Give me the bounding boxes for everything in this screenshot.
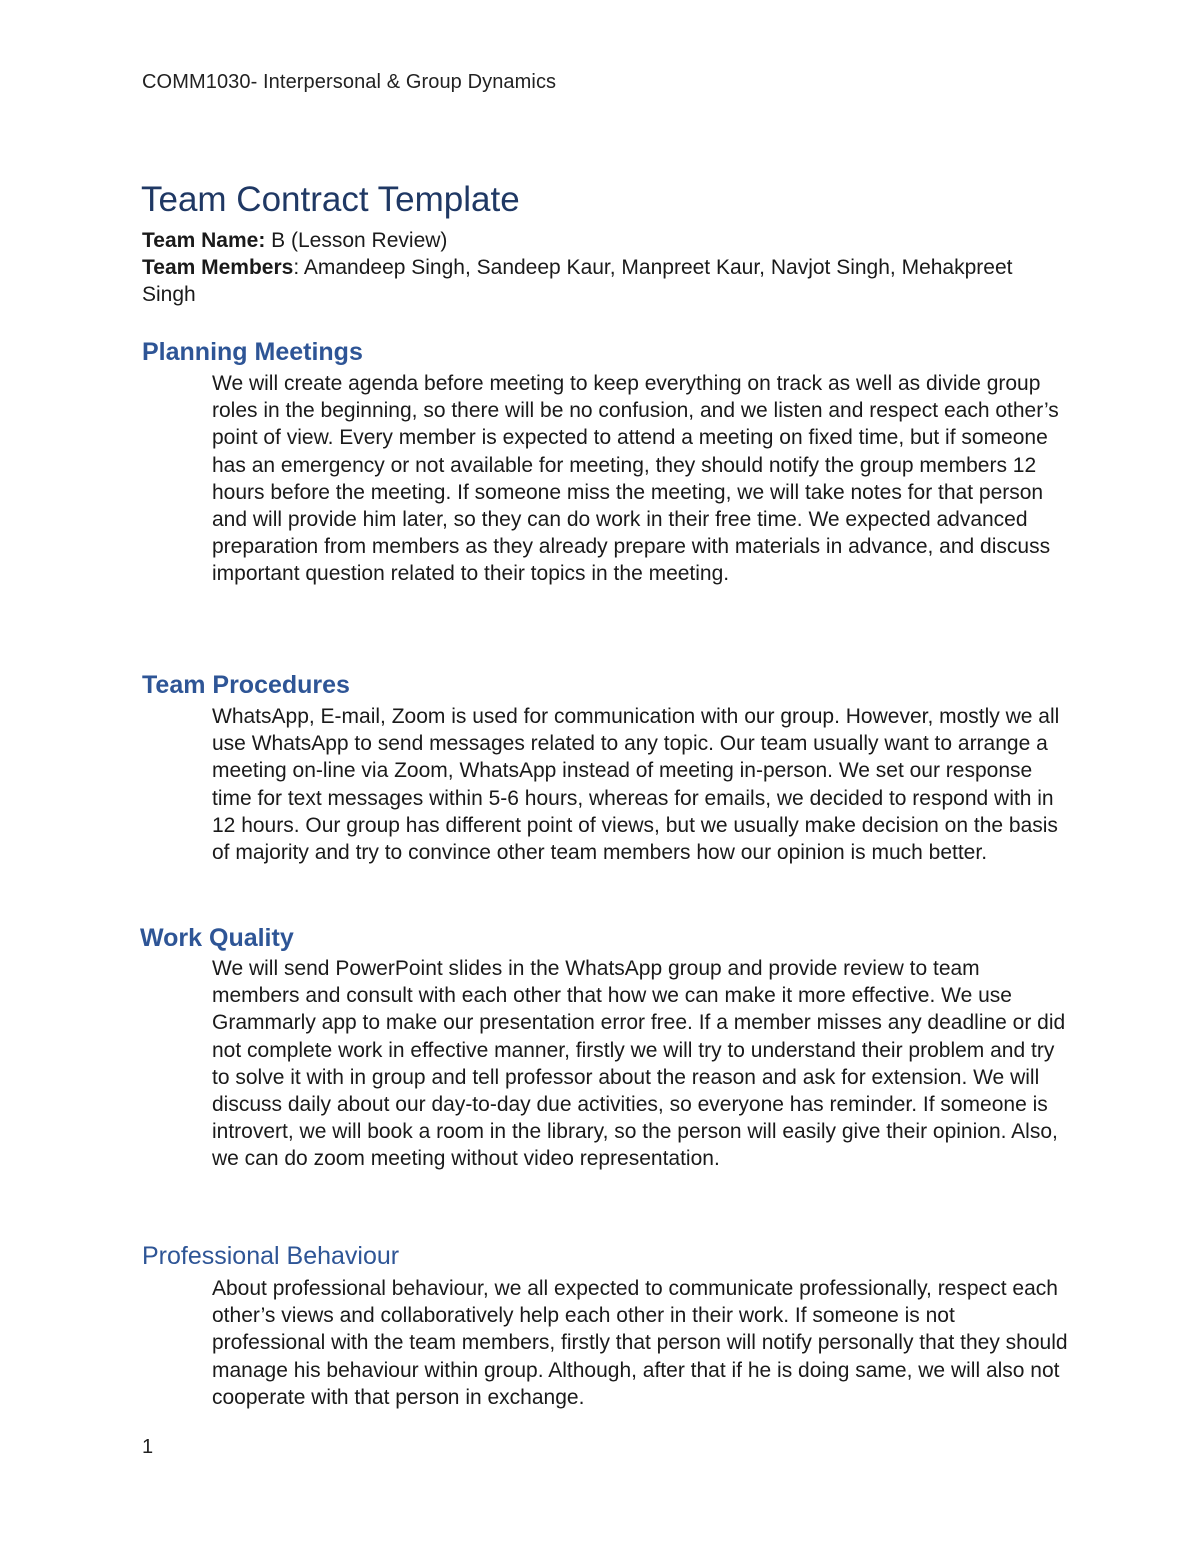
section-body-work-quality: We will send PowerPoint slides in the WhatsApp group and provide review to team members and consult with each other that how we can make it more effective. We use Grammarly app to make our presentation error free. If a member misses any deadline or did not complete work in effective manner, firstly we will try to understand their problem and try to solve it with in group and tell professor about the reason and ask for extension. We will discuss daily about our day-to-day due activities, so everyone has reminder. If someone is introvert, we will book a room in the library, so the person will easily give their opinion. Also, we can do zoom meeting without video representation. — [212, 957, 1066, 1171]
team-members-label: Team Members — [142, 256, 294, 279]
section-heading-team-procedures: Team Procedures — [142, 671, 350, 699]
page-number: 1 — [142, 1436, 154, 1458]
section-heading-professional-behaviour: Professional Behaviour — [142, 1242, 400, 1270]
section-heading-planning-meetings: Planning Meetings — [142, 338, 363, 366]
team-name-label: Team Name: — [142, 229, 266, 252]
team-name-value: B (Lesson Review) — [271, 229, 448, 252]
document-title: Team Contract Template — [141, 180, 520, 219]
section-heading-work-quality: Work Quality — [140, 924, 294, 952]
team-name-line — [142, 227, 1042, 254]
section-body-professional-behaviour: About professional behaviour, we all expected to communicate professionally, respect each other’s views and collaboratively help each other in their work. If someone is not professional with the team members, firstly that person will notify personally that they should manage his behaviour within group. Although, after that if he is doing same, we will also not cooperate with that person in exchange. — [212, 1277, 1068, 1409]
section-body-planning-meetings: We will create agenda before meeting to keep everything on track as well as divide group roles in the beginning, so there will be no confusion, and we listen and respect each other’s point of view. Every member is expected to attend a meeting on fixed time, but if someone has an emergency or not available for meeting, they should notify the group members 12 hours before the meeting. If someone miss the meeting, we will take notes for that person and will provide him later, so they can do work in their free time. We expected advanced preparation from members as they already prepare with materials in advance, and discuss important question related to their topics in the meeting. — [212, 372, 1059, 586]
team-info — [142, 227, 1042, 308]
page-header: COMM1030- Interpersonal & Group Dynamics — [142, 71, 557, 93]
team-members-value: : Amandeep Singh, Sandeep Kaur, Manpreet Kaur, Navjot Singh, Mehakpreet Singh — [142, 256, 1013, 306]
section-body-team-procedures: WhatsApp, E-mail, Zoom is used for communication with our group. However, mostly we all use WhatsApp to send messages related to any topic. Our team usually want to arrange a meeting on-line via Zoom, WhatsApp instead of meeting in-person. We set our response time for text messages within 5-6 hours, whereas for emails, we decided to respond with in 12 hours. Our group has different point of views, but we usually make decision on the basis of majority and try to convince other team members how our opinion is much better. — [212, 705, 1060, 865]
team-members-line — [142, 254, 1042, 308]
